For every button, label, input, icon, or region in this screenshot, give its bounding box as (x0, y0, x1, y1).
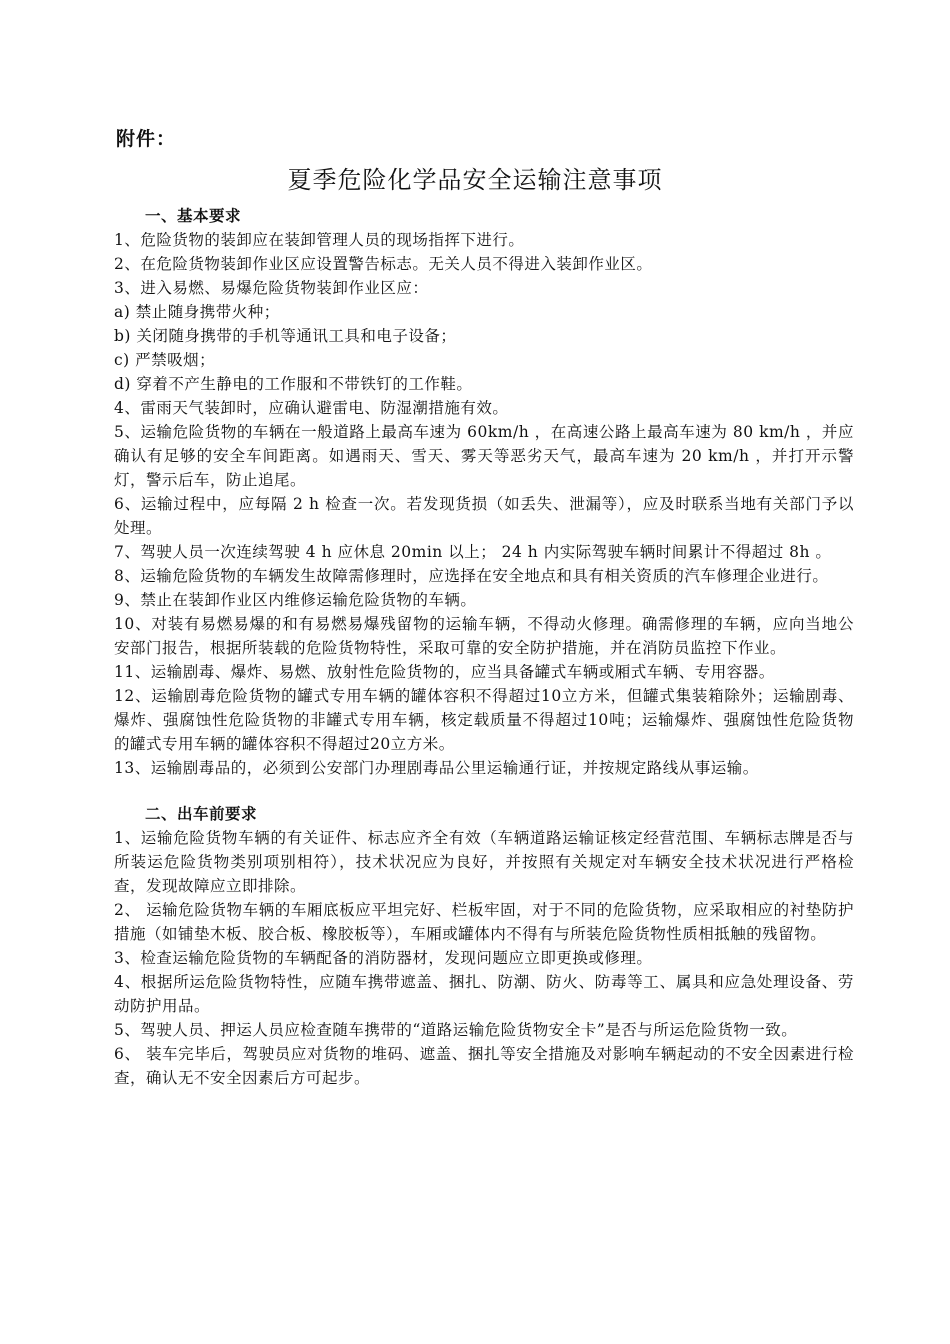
section-heading-pre-departure-requirements: 二、出车前要求 (145, 804, 258, 823)
list-item: 4、雷雨天气装卸时，应确认避雷电、防湿潮措施有效。 (114, 399, 509, 417)
list-item: 3、检查运输危险货物的车辆配备的消防器材，发现问题应立即更换或修理。 (114, 949, 653, 967)
document-title: 夏季危险化学品安全运输注意事项 (287, 166, 663, 194)
list-item: 10、对装有易燃易爆的和有易燃易爆残留物的运输车辆，不得动火修理。确需修理的车辆，应向当地公安部门报告，根据所装载的危险货物特性，采取可靠的安全防护措施，并在消防员监控下作业。 (114, 615, 854, 657)
list-item: 5、驾驶人员、押运人员应检查随车携带的“道路运输危险货物安全卡”是否与所运危险货物一致。 (114, 1021, 798, 1039)
list-item: 5、运输危险货物的车辆在一般道路上最高车速为 60km/h ，在高速公路上最高车速为 80 km/h ，并应确认有足够的安全车间距离。如遇雨天、雪天、雾天等恶劣天气，最高车速为 20 km/h ，并打开示警灯，警示后车，防止追尾。 (114, 423, 854, 489)
section-heading-basic-requirements: 一、基本要求 (145, 206, 242, 225)
list-item: 2、 运输危险货物车辆的车厢底板应平坦完好、栏板牢固，对于不同的危险货物，应采取相应的衬垫防护措施（如铺垫木板、胶合板、橡胶板等），车厢或罐体内不得有与所装危险货物性质相抵触的残留物。 (114, 901, 854, 943)
list-item: 7、驾驶人员一次连续驾驶 4 h 应休息 20min 以上； 24 h 内实际驾驶车辆时间累计不得超过 8h 。 (114, 543, 832, 561)
list-item: 8、运输危险货物的车辆发生故障需修理时，应选择在安全地点和具有相关资质的汽车修理企业进行。 (114, 567, 829, 585)
list-item: c) 严禁吸烟； (114, 351, 216, 369)
list-item: 12、运输剧毒危险货物的罐式专用车辆的罐体容积不得超过10立方米，但罐式集装箱除外；运输剧毒、爆炸、强腐蚀性危险货物的非罐式专用车辆，核定载质量不得超过10吨；运输爆炸、强腐蚀性危险货物的罐式专用车辆的罐体容积不得超过20立方米。 (114, 687, 854, 753)
list-item: 4、根据所运危险货物特性，应随车携带遮盖、捆扎、防潮、防火、防毒等工、属具和应急处理设备、劳动防护用品。 (114, 973, 854, 1015)
list-item: a) 禁止随身携带火种； (114, 303, 280, 321)
list-item: 1、危险货物的装卸应在装卸管理人员的现场指挥下进行。 (114, 231, 525, 249)
section-spacer (114, 780, 854, 802)
list-item: 6、 装车完毕后，驾驶员应对货物的堆码、遮盖、捆扎等安全措施及对影响车辆起动的不安全因素进行检查，确认无不安全因素后方可起步。 (114, 1045, 854, 1087)
list-item: d) 穿着不产生静电的工作服和不带铁钉的工作鞋。 (114, 375, 473, 393)
list-item: b) 关闭随身携带的手机等通讯工具和电子设备； (114, 327, 457, 345)
list-item: 13、运输剧毒品的，必须到公安部门办理剧毒品公里运输通行证，并按规定路线从事运输。 (114, 759, 759, 777)
list-item: 11、运输剧毒、爆炸、易燃、放射性危险货物的，应当具备罐式车辆或厢式车辆、专用容器。 (114, 663, 775, 681)
list-item: 2、在危险货物装卸作业区应设置警告标志。无关人员不得进入装卸作业区。 (114, 255, 653, 273)
list-item: 1、运输危险货物车辆的有关证件、标志应齐全有效（车辆道路运输证核定经营范围、车辆标志牌是否与所装运危险货物类别项别相符），技术状况应为良好，并按照有关规定对车辆安全技术状况进行严格检查，发现故障应立即排除。 (114, 829, 854, 895)
attachment-label: 附件： (116, 128, 177, 150)
document-body (114, 204, 854, 1090)
list-item: 6、运输过程中，应每隔 2 h 检查一次。若发现货损（如丢失、泄漏等），应及时联系当地有关部门予以处理。 (114, 495, 854, 537)
list-item: 9、禁止在装卸作业区内维修运输危险货物的车辆。 (114, 591, 477, 609)
list-item: 3、进入易燃、易爆危险货物装卸作业区应： (114, 279, 429, 297)
